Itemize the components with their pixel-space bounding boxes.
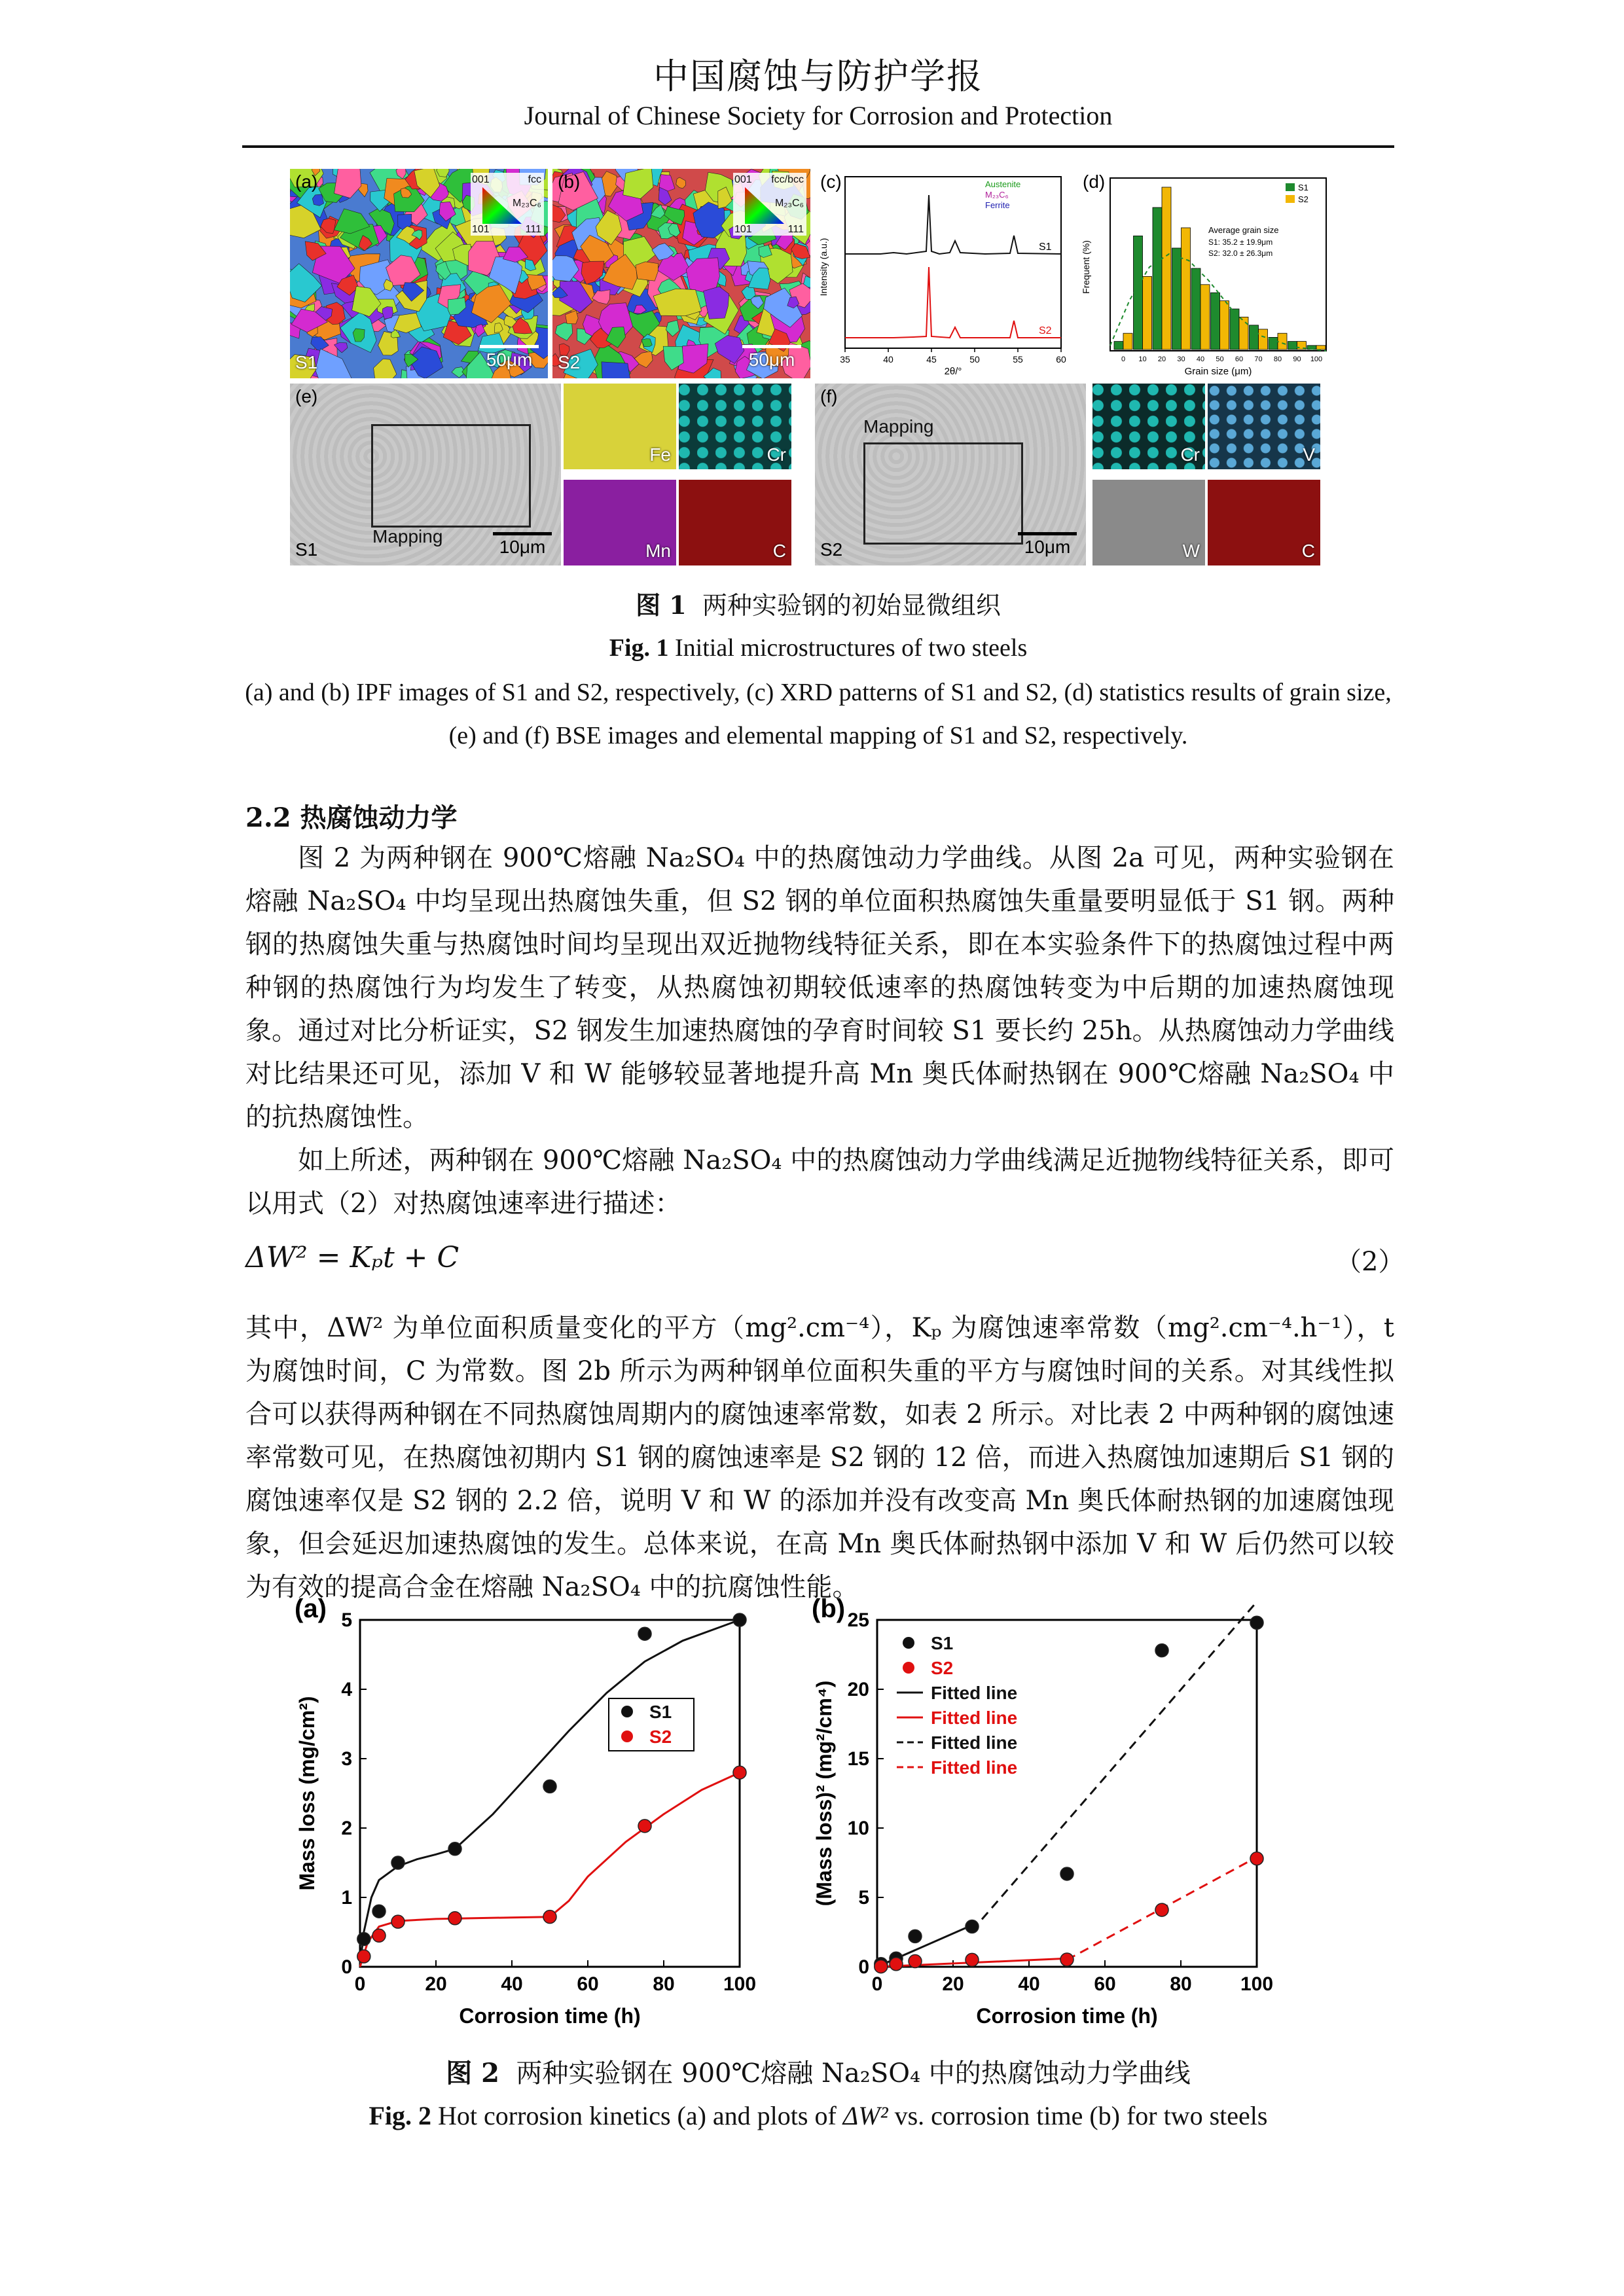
element-map-c	[679, 480, 791, 565]
mapping-label-s2: Mapping	[863, 416, 934, 437]
x-tick-label: 60	[1094, 1973, 1116, 1995]
ipf-grain	[382, 307, 393, 319]
hist-tick-label: 70	[1254, 355, 1263, 363]
element-map-cr	[679, 384, 791, 469]
fig2-text-en-b: vs. corrosion time (b) for two steels	[888, 2101, 1268, 2130]
element-label-cr: Cr	[767, 444, 786, 465]
hist-tick-label: 50	[1216, 355, 1224, 363]
header-rule	[242, 145, 1394, 148]
xrd-xlabel: 2θ/°	[944, 366, 962, 377]
fig2-label-zh: 图 2	[446, 2058, 499, 2089]
x-tick-label: 80	[653, 1973, 675, 1995]
y-tick-label: 2	[341, 1818, 352, 1839]
legend-101: 101	[734, 224, 752, 235]
hist-bar-s2	[1123, 333, 1132, 350]
legend-label: S1	[931, 1633, 954, 1653]
grain-size-panel	[1077, 169, 1339, 378]
fig1-label-en: Fig. 1	[609, 634, 669, 662]
data-point-s1	[1250, 1616, 1263, 1629]
ipf-grain	[374, 359, 397, 379]
chart-b	[812, 1594, 1273, 2028]
xrd-tick-label: 45	[926, 354, 937, 365]
data-point-s2	[638, 1820, 651, 1833]
legend-phase: M₂₃C₆	[512, 198, 541, 209]
legend-001: 001	[472, 174, 490, 185]
ipf-map-s1	[290, 169, 548, 378]
scale-text-f: 10μm	[1024, 537, 1071, 557]
xrd-frame	[845, 177, 1061, 348]
xrd-curve-s1	[845, 195, 1061, 254]
element-label-v: V	[1303, 444, 1315, 465]
x-axis-label: Corrosion time (h)	[976, 2004, 1158, 2028]
hist-bar-s2	[1316, 346, 1326, 350]
fig2-text-en-a: Hot corrosion kinetics (a) and plots of	[438, 2101, 843, 2130]
legend-label: S2	[649, 1727, 672, 1747]
fig1-caption-zh	[242, 586, 1394, 625]
x-axis-label: Corrosion time (h)	[459, 2004, 641, 2028]
legend-label: Fitted line	[931, 1757, 1018, 1778]
data-point-s2	[890, 1958, 903, 1971]
xrd-ylabel: Intensity (a.u.)	[818, 238, 829, 296]
element-label-w: W	[1182, 541, 1200, 561]
hist-legend-s2: S2	[1298, 194, 1308, 204]
ipf-grain	[334, 169, 361, 198]
data-point-s2	[909, 1955, 922, 1968]
panel-label-f: (f)	[820, 386, 838, 406]
hist-tick-label: 100	[1310, 355, 1323, 363]
element-map-cr-s2	[1092, 384, 1205, 469]
mapping-region-s1	[371, 424, 531, 528]
chart-a	[295, 1594, 756, 2028]
data-point-s1	[357, 1933, 370, 1946]
hist-bar-s2	[1278, 333, 1287, 350]
xrd-label-s1: S1	[1039, 242, 1052, 253]
x-tick-label: 0	[871, 1973, 883, 1995]
legend-111: 111	[787, 224, 804, 235]
x-tick-label: 40	[501, 1973, 523, 1995]
fig2-symbol: ΔW²	[842, 2101, 888, 2130]
figure-2-charts	[281, 1594, 1355, 2045]
hist-tick-label: 40	[1196, 355, 1205, 363]
hist-bar-s1	[1172, 248, 1182, 350]
data-point-s1	[543, 1780, 556, 1793]
y-tick-label: 0	[858, 1956, 869, 1978]
hist-avg-title: Average grain size	[1208, 225, 1279, 235]
fig2-caption-zh	[242, 2054, 1394, 2093]
journal-header	[242, 54, 1394, 132]
xrd-tick-label: 60	[1056, 354, 1066, 365]
hist-bar-s1	[1211, 293, 1220, 350]
xrd-tick-label: 50	[969, 354, 980, 365]
panel-label-a: (a)	[295, 171, 318, 192]
scale-text-a: 50μm	[486, 350, 533, 370]
journal-title-zh: 中国腐蚀与防护学报	[653, 56, 983, 97]
legend-111: 111	[525, 224, 541, 235]
data-point-s1	[1060, 1867, 1074, 1880]
hist-bar-s2	[1182, 228, 1191, 350]
grain-size-histogram	[1077, 169, 1339, 378]
equation-number: （2）	[1335, 1247, 1405, 1277]
x-tick-label: 20	[942, 1973, 964, 1995]
data-point-s2	[448, 1912, 461, 1925]
xrd-label-s2: S2	[1039, 325, 1052, 336]
y-tick-label: 5	[858, 1887, 869, 1909]
y-tick-label: 4	[341, 1679, 352, 1700]
y-tick-label: 0	[341, 1956, 352, 1978]
xrd-xticks	[840, 348, 1066, 365]
data-point-s1	[909, 1929, 922, 1943]
hist-tick-label: 20	[1157, 355, 1166, 363]
ipf-grain	[602, 362, 630, 378]
xrd-legend-austenite: Austenite	[985, 179, 1021, 189]
paragraph-3: 其中，ΔW² 为单位面积质量变化的平方（mg².cm⁻⁴），Kₚ 为腐蚀速率常数（mg².cm⁻⁴.h⁻¹），t 为腐蚀时间，C 为常数。图 2b 所示为两种钢单位面积失重的平方与腐蚀时间的关系。对其线性拟合可以获得两种钢在不同热腐蚀周期内的腐蚀速率常数，如表 2 所示。对比表 2 中两种钢的腐蚀速率常数可见，在热腐蚀初期内 S1 钢的腐蚀速率是 S2 钢的 12 倍，而进入热腐蚀加速期后 S1 钢的腐蚀速率仅是 S2 钢的 2.2 倍，说明 V 和 W 的添加并没有改变高 Mn 奥氏体耐热钢的加速腐蚀现象，但会延迟加速热腐蚀的发生。总体来说，在高 Mn 奥氏体耐热钢中添加 V 和 W 后仍然可以较为有效的提高合金在熔融 Na₂SO₄ 中的抗腐蚀性能。	[245, 1313, 1394, 1602]
data-point-s2	[372, 1929, 386, 1942]
legend-marker	[903, 1662, 914, 1674]
ipf-grain	[676, 177, 686, 188]
element-label-fe: Fe	[649, 444, 671, 465]
data-point-s2	[875, 1960, 888, 1973]
element-label-cr-s2: Cr	[1180, 444, 1200, 465]
y-tick-label: 10	[847, 1818, 869, 1839]
data-point-s1	[1155, 1644, 1168, 1657]
ipf-map-s2	[552, 169, 810, 378]
paragraph-2: 如上所述，两种钢在 900℃熔融 Na₂SO₄ 中的热腐蚀动力学曲线满足近抛物线特征关系，即可以用式（2）对热腐蚀速率进行描述：	[245, 1145, 1394, 1219]
hist-bar-s1	[1250, 325, 1259, 350]
x-tick-label: 40	[1018, 1973, 1040, 1995]
legend-fcc-bcc: fcc/bcc	[771, 174, 804, 185]
bse-image-s2	[815, 384, 1086, 565]
mapping-label-s1: Mapping	[372, 526, 443, 547]
scale-bar-b	[742, 345, 801, 370]
data-point-s2	[1155, 1903, 1168, 1916]
sample-label-e: S1	[295, 539, 318, 560]
data-point-s1	[372, 1905, 386, 1918]
hist-tick-label: 60	[1235, 355, 1244, 363]
ipf-grain	[555, 323, 572, 340]
y-tick-label: 5	[341, 1609, 352, 1631]
series-line	[360, 1772, 740, 1967]
scale-bar-a	[480, 345, 539, 370]
ipf-grain	[666, 320, 679, 336]
y-tick-label: 15	[847, 1748, 869, 1770]
ipf-legend-a	[471, 173, 544, 236]
y-axis-label: Mass loss (mg/cm²)	[295, 1696, 319, 1891]
fig1-label-zh: 图 1	[636, 590, 687, 620]
paragraph-1: 图 2 为两种钢在 900℃熔融 Na₂SO₄ 中的热腐蚀动力学曲线。从图 2a 可见，两种实验钢在熔融 Na₂SO₄ 中均呈现出热腐蚀失重，但 S2 钢的单位面积热腐蚀失重量要明显低于 S1 钢。两种钢的热腐蚀失重与热腐蚀时间均呈现出双近抛物线特征关系，即在本实验条件下的热腐蚀过程中两种钢的热腐蚀行为均发生了转变，从热腐蚀初期较低速率的热腐蚀转变为中后期的加速热腐蚀现象。通过对比分析证实，S2 钢发生加速热腐蚀的孕育时间较 S1 要长约 25h。从热腐蚀动力学曲线对比结果还可见，添加 V 和 W 能够较显著地提升高 Mn 奥氏体耐热钢在 900℃熔融 Na₂SO₄ 中的抗热腐蚀性。	[245, 843, 1394, 1132]
x-tick-label: 100	[1240, 1973, 1274, 1995]
fig2-label-en: Fig. 2	[369, 2101, 432, 2130]
hist-legend-s1: S1	[1298, 183, 1308, 192]
xrd-tick-label: 35	[840, 354, 850, 365]
chart-panel-label: (a)	[295, 1594, 327, 1623]
hist-ylabel: Frequent (%)	[1081, 240, 1091, 294]
sample-label-a: S1	[295, 352, 318, 372]
x-tick-label: 80	[1170, 1973, 1192, 1995]
xrd-legend-m23c6: M₂₃C₆	[985, 190, 1009, 200]
legend-fcc: fcc	[528, 174, 541, 185]
legend-label: Fitted line	[931, 1732, 1018, 1753]
data-point-s1	[391, 1856, 405, 1869]
journal-title-en: Journal of Chinese Society for Corrosion and Protection	[524, 101, 1113, 130]
hist-bar-s2	[1162, 187, 1171, 350]
hist-bar-s2	[1220, 301, 1229, 350]
hist-xlabel: Grain size (μm)	[1184, 366, 1252, 377]
sample-label-f: S2	[820, 539, 843, 560]
y-tick-label: 1	[341, 1887, 352, 1909]
hist-tick-label: 10	[1138, 355, 1147, 363]
y-tick-label: 3	[341, 1748, 352, 1770]
mapping-region-s2	[863, 442, 1023, 545]
legend-phase: M₂₃C₆	[774, 198, 804, 209]
data-point-s1	[638, 1627, 651, 1640]
hist-bar-s1	[1153, 207, 1162, 350]
hist-bar-s2	[1200, 285, 1210, 350]
chart-panel-label: (b)	[812, 1594, 846, 1623]
hist-avg-s2: S2: 32.0 ± 26.3μm	[1208, 249, 1273, 258]
xrd-chart	[815, 169, 1073, 378]
legend-label: S2	[931, 1658, 954, 1678]
element-label-mn: Mn	[645, 541, 671, 561]
y-tick-label: 20	[847, 1679, 869, 1700]
fig1-text-en: Initial microstructures of two steels	[675, 634, 1028, 662]
scale-text-b: 50μm	[748, 350, 795, 370]
xrd-tick-label: 40	[883, 354, 893, 365]
panel-label-e: (e)	[295, 386, 318, 406]
data-point-s2	[357, 1950, 370, 1963]
panel-label-c: (c)	[820, 171, 842, 192]
x-tick-label: 0	[354, 1973, 366, 1995]
hist-bar-s1	[1191, 268, 1200, 350]
data-point-s1	[965, 1920, 979, 1933]
y-axis-label: (Mass loss)² (mg²/cm⁴)	[812, 1680, 836, 1907]
scale-text-e: 10μm	[499, 537, 546, 557]
legend-marker	[621, 1731, 633, 1742]
sample-label-b: S2	[558, 352, 581, 372]
legend-101: 101	[472, 224, 490, 235]
fig1-text-zh: 两种实验钢的初始显微组织	[702, 591, 1001, 620]
element-map-mn	[564, 480, 676, 565]
data-point-s1	[733, 1613, 746, 1626]
element-label-c-s2: C	[1301, 541, 1315, 561]
hist-tick-label: 30	[1177, 355, 1185, 363]
legend-001: 001	[734, 174, 752, 185]
ipf-grain	[566, 311, 579, 324]
element-map-w	[1092, 480, 1205, 565]
element-label-c: C	[772, 541, 786, 561]
scale-bar-f	[1018, 532, 1077, 558]
figure-2	[281, 1594, 1355, 2045]
scale-bar-e	[493, 532, 552, 558]
fig2-caption-en	[242, 2096, 1394, 2136]
fig2-text-zh: 两种实验钢在 900℃熔融 Na₂SO₄ 中的热腐蚀动力学曲线	[516, 2058, 1191, 2089]
hist-bar-s1	[1114, 342, 1123, 350]
figure-1	[290, 169, 1339, 565]
hist-bar-s1	[1230, 309, 1239, 350]
equation-2: ΔW² = Kₚt + C	[245, 1241, 460, 1274]
data-point-s2	[733, 1766, 746, 1779]
legend-label: Fitted line	[931, 1683, 1018, 1703]
panel-label-d: (d)	[1083, 171, 1106, 192]
data-point-s2	[1250, 1852, 1263, 1865]
bse-image-s1	[290, 384, 561, 565]
hist-bar-s2	[1259, 329, 1268, 350]
data-point-s1	[448, 1842, 461, 1856]
element-map-fe	[564, 384, 676, 469]
legend-label: S1	[649, 1702, 672, 1722]
x-tick-label: 20	[425, 1973, 447, 1995]
data-point-s2	[391, 1915, 405, 1928]
data-point-s2	[543, 1910, 556, 1924]
hist-tick-label: 90	[1293, 355, 1301, 363]
hist-tick-label: 80	[1273, 355, 1282, 363]
hist-avg-s1: S1: 35.2 ± 19.9μm	[1208, 238, 1273, 247]
element-map-c-s2	[1208, 480, 1320, 565]
data-point-s2	[1060, 1953, 1074, 1966]
x-tick-label: 60	[577, 1973, 599, 1995]
xrd-curve-s2	[845, 267, 1061, 338]
ipf-grain	[623, 169, 653, 199]
x-tick-label: 100	[723, 1973, 757, 1995]
hist-bar-s2	[1239, 317, 1248, 350]
section-heading: 2.2 热腐蚀动力学	[245, 802, 458, 833]
fig1-caption-detail: (a) and (b) IPF images of S1 and S2, respectively, (c) XRD patterns of S1 and S2, (d) statistics results of grain size, (e) and (f) BSE images and elemental mapping of S1 and S2, respectively.	[245, 679, 1392, 749]
data-point-s2	[965, 1953, 979, 1966]
hist-bar-s2	[1143, 276, 1152, 350]
xrd-legend-ferrite: Ferrite	[985, 200, 1010, 210]
legend-marker	[621, 1706, 633, 1717]
xrd-panel	[815, 169, 1073, 378]
legend-label: Fitted line	[931, 1708, 1018, 1728]
hist-tick-label: 0	[1121, 355, 1126, 363]
legend-marker	[903, 1637, 914, 1649]
ipf-grain	[636, 262, 659, 281]
panel-label-b: (b)	[558, 171, 581, 192]
ipf-legend-b	[733, 173, 806, 236]
y-tick-label: 25	[847, 1609, 869, 1631]
fig1-caption-en	[242, 628, 1394, 668]
xrd-tick-label: 55	[1013, 354, 1023, 365]
element-map-v	[1208, 384, 1320, 469]
